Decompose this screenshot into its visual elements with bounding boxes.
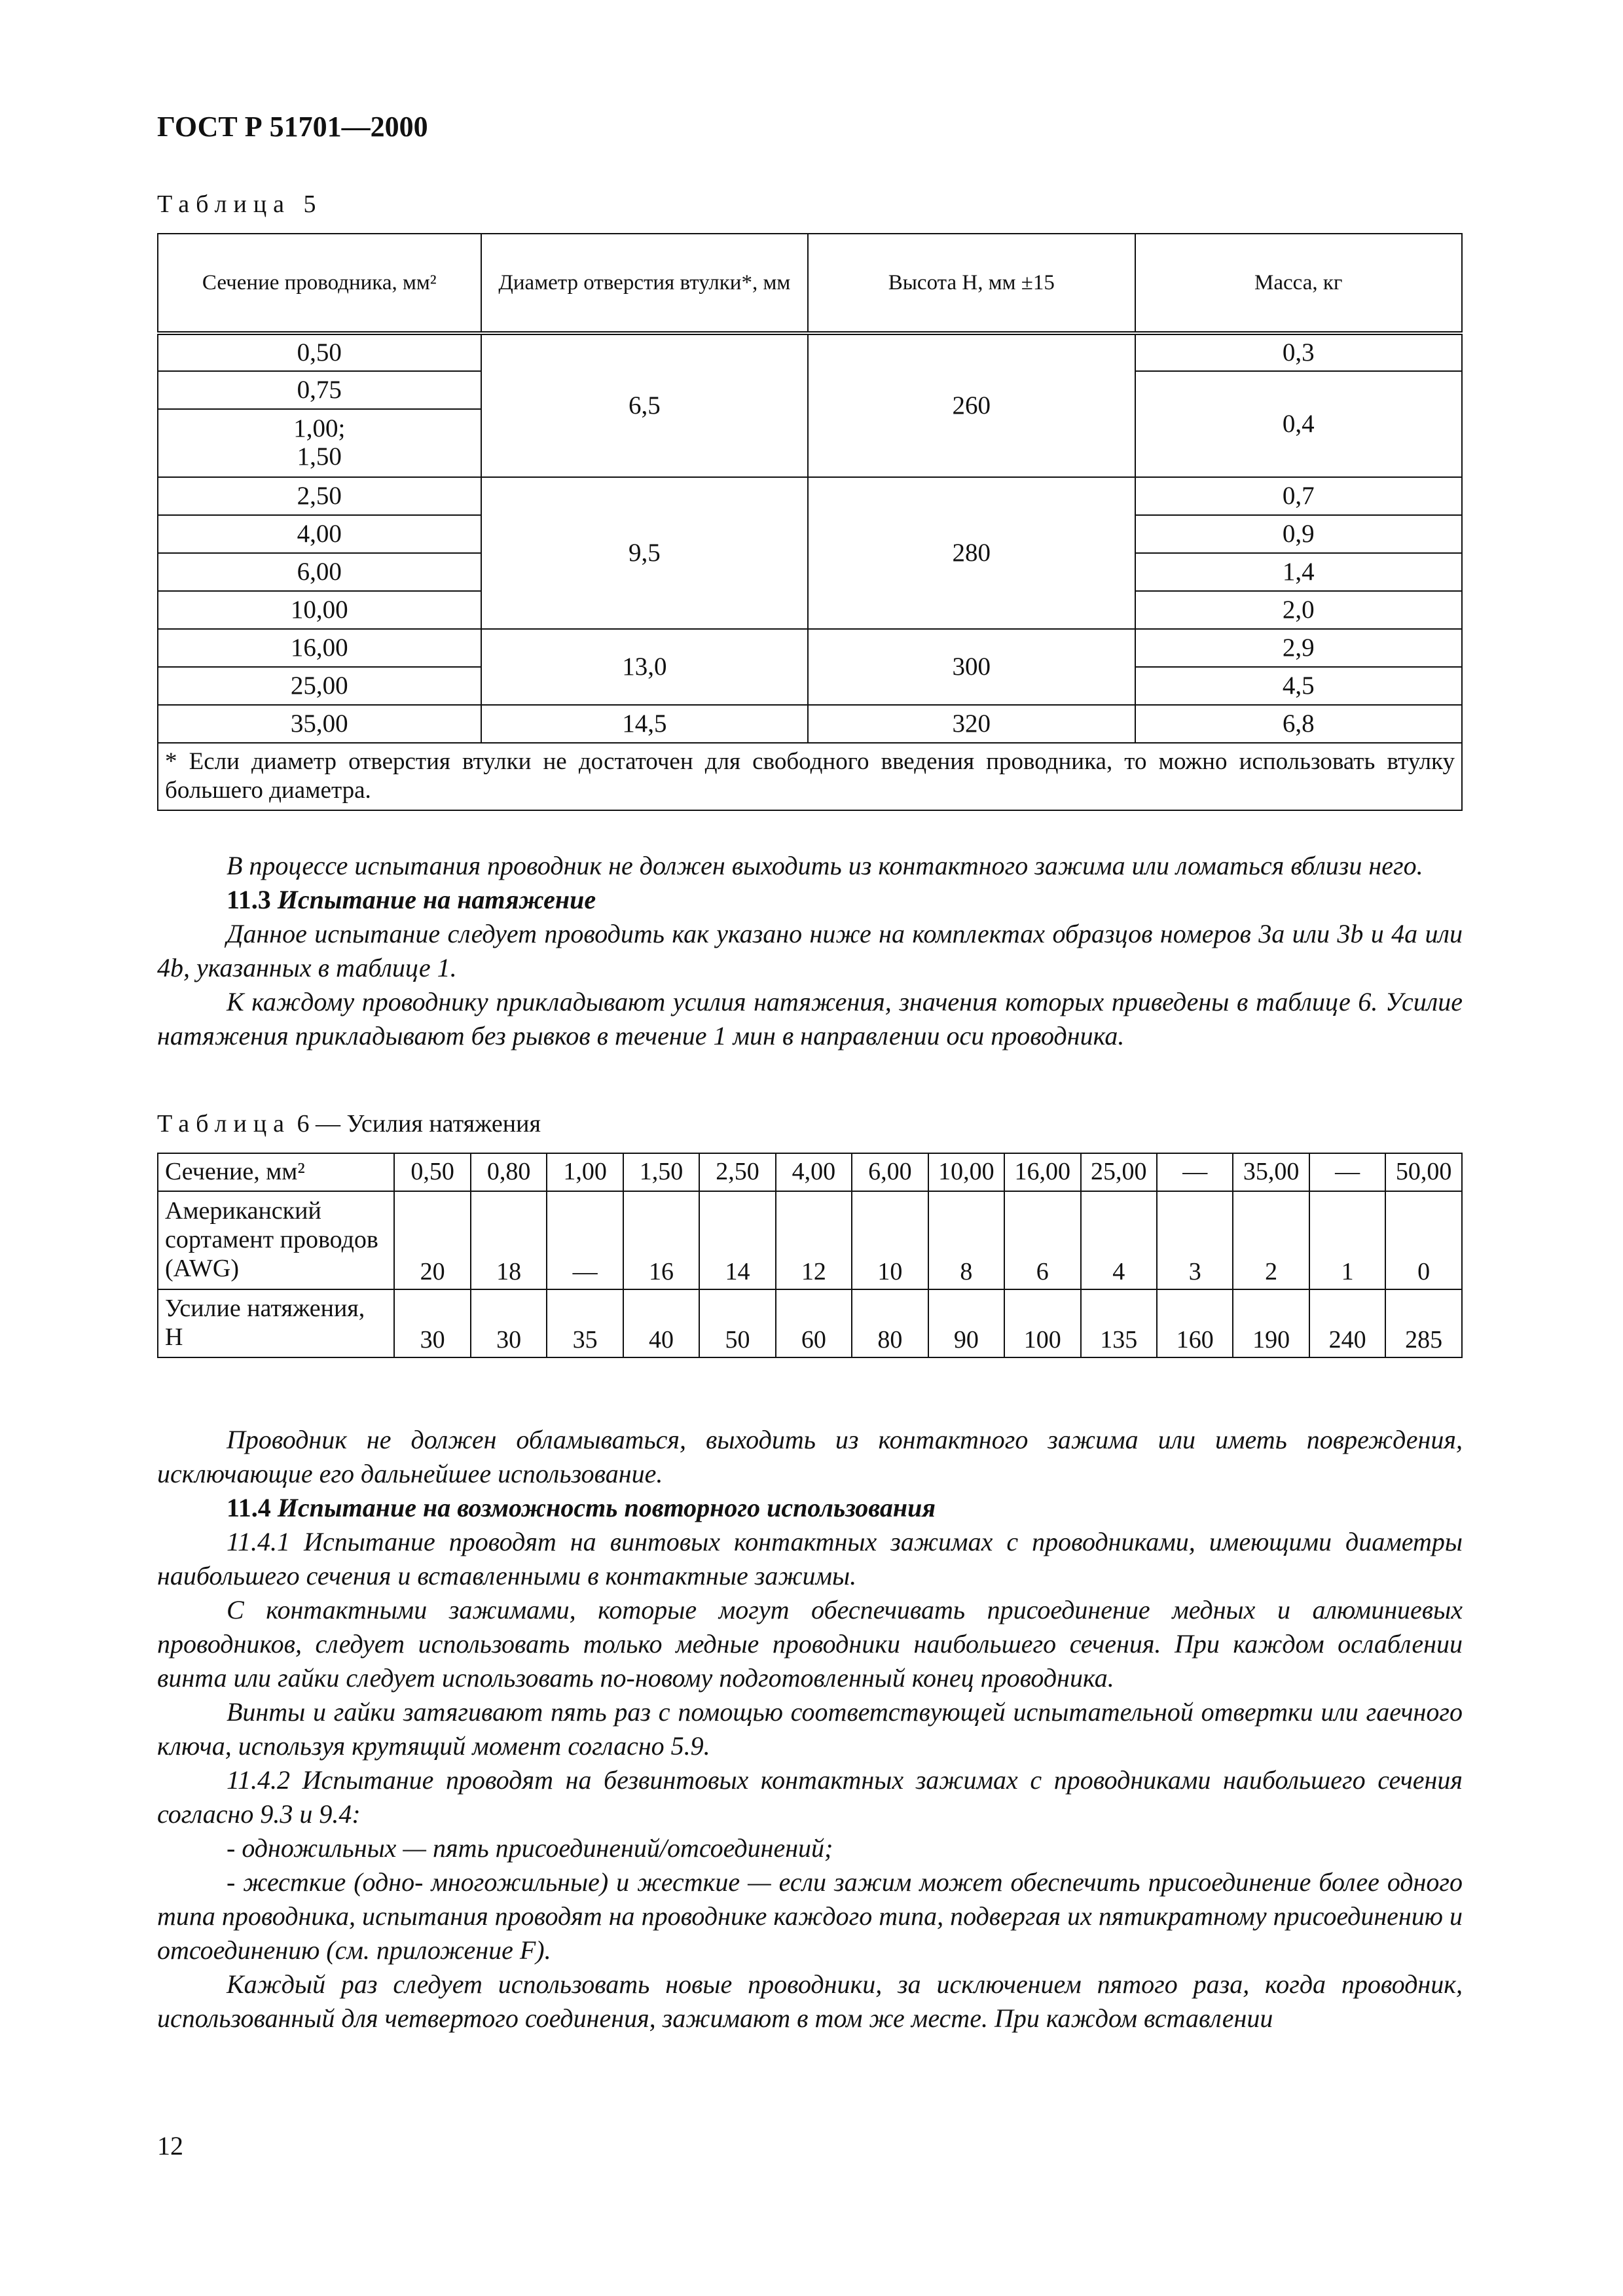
table6-cell: 20	[394, 1191, 470, 1289]
table6-cell: 10,00	[928, 1153, 1004, 1191]
paragraph: К каждому проводнику прикладывают усилия натяжения, значения которых приведены в таблице 6. Усилие натяжения прикладывают без рывков в течение 1 мин в направлении оси проводника.	[157, 987, 1463, 1050]
table6-cell: 60	[776, 1289, 852, 1357]
table6-cell: —	[547, 1191, 623, 1289]
table6-cell: 0	[1385, 1191, 1462, 1289]
table5-cell: 0,50	[158, 333, 481, 371]
page-number: 12	[157, 2131, 183, 2161]
table5-header-height: Высота H, мм ±15	[808, 234, 1135, 333]
table5-cell: 2,50	[158, 477, 481, 515]
table6-cell: 90	[928, 1289, 1004, 1357]
table6-cell: 2	[1233, 1191, 1309, 1289]
table6-cell: 2,50	[699, 1153, 775, 1191]
table6-row-label-force: Усилие натяжения, Н	[158, 1289, 394, 1357]
section-heading-11-4: 11.4 Испытание на возможность повторного использования	[227, 1493, 936, 1522]
paragraph: - одножильных — пять присоединений/отсоединений;	[227, 1833, 833, 1863]
table6-cell: 40	[623, 1289, 699, 1357]
table5-header-mass: Масса, кг	[1135, 234, 1462, 333]
paragraph: 11.4.1 Испытание проводят на винтовых контактных зажимах с проводниками, имеющими диаметры наибольшего сечения и вставленными в контактные зажимы.	[157, 1527, 1463, 1590]
table6-cell: 6,00	[852, 1153, 928, 1191]
text-block-2	[157, 1423, 1463, 2036]
table5-header-section: Сечение проводника, мм²	[158, 234, 481, 333]
table6-cell: 4,00	[776, 1153, 852, 1191]
table5-cell: 280	[808, 477, 1135, 629]
table5-cell: 0,7	[1135, 477, 1462, 515]
text-block-1	[157, 849, 1463, 1053]
table6-cell: 35,00	[1233, 1153, 1309, 1191]
table5-cell: 35,00	[158, 705, 481, 743]
table6-cell: 6	[1004, 1191, 1080, 1289]
table5-cell: 300	[808, 629, 1135, 705]
table6-cell: —	[1309, 1153, 1385, 1191]
table5-cell: 6,8	[1135, 705, 1462, 743]
table5-cell: 1,4	[1135, 553, 1462, 591]
table5-cell: 0,3	[1135, 333, 1462, 371]
paragraph: - жесткие (одно- многожильные) и жесткие — если зажим может обеспечить присоединение более одного типа проводника, испытания проводят на проводнике каждого типа, подвергая их пятикратному присоединению и отсоединению (см. приложение F).	[157, 1867, 1463, 1965]
table6-cell: 18	[471, 1191, 547, 1289]
table5-caption: Таблица 5	[157, 190, 323, 218]
table6-cell: 16,00	[1004, 1153, 1080, 1191]
table6-cell: 240	[1309, 1289, 1385, 1357]
table5-footnote: * Если диаметр отверстия втулки не достаточен для свободного введения проводника, то можно использовать втулку большего диаметра.	[158, 743, 1462, 810]
table5-cell: 9,5	[481, 477, 809, 629]
table6-cell: 80	[852, 1289, 928, 1357]
table6-cell: 30	[394, 1289, 470, 1357]
table5-cell: 4,5	[1135, 667, 1462, 705]
table6-cell: 10	[852, 1191, 928, 1289]
table5-cell: 2,0	[1135, 591, 1462, 629]
table6-cell: 35	[547, 1289, 623, 1357]
table6-cell: 50	[699, 1289, 775, 1357]
table6-cell: 1	[1309, 1191, 1385, 1289]
table5-header-diameter: Диаметр отверстия втулки*, мм	[481, 234, 809, 333]
table5-cell: 260	[808, 333, 1135, 477]
table6-cell: 1,00	[547, 1153, 623, 1191]
document-header: ГОСТ Р 51701—2000	[157, 111, 428, 143]
table6-cell: 4	[1081, 1191, 1157, 1289]
table6-cell: 50,00	[1385, 1153, 1462, 1191]
table6-cell: —	[1157, 1153, 1233, 1191]
table6-caption: Таблица 6 — Усилия натяжения	[157, 1110, 541, 1138]
table6-cell: 30	[471, 1289, 547, 1357]
table6-row-label-awg: Американский сортамент проводов (AWG)	[158, 1191, 394, 1289]
table6-cell: 12	[776, 1191, 852, 1289]
table5-cell: 10,00	[158, 591, 481, 629]
table5-cell: 4,00	[158, 515, 481, 553]
table5-cell: 13,0	[481, 629, 809, 705]
paragraph: Каждый раз следует использовать новые проводники, за исключением пятого раза, когда проводник, использованный для четвертого соединения, зажимают в том же месте. При каждом вставлении	[157, 1969, 1463, 2033]
table5-cell: 6,5	[481, 333, 809, 477]
table6-cell: 25,00	[1081, 1153, 1157, 1191]
table5-cell: 0,9	[1135, 515, 1462, 553]
table6-cell: 135	[1081, 1289, 1157, 1357]
table6-cell: 0,80	[471, 1153, 547, 1191]
table6-cell: 3	[1157, 1191, 1233, 1289]
table6-cell: 0,50	[394, 1153, 470, 1191]
table6-cell: 8	[928, 1191, 1004, 1289]
table5	[157, 233, 1463, 811]
table5-cell: 16,00	[158, 629, 481, 667]
paragraph: Проводник не должен обламываться, выходить из контактного зажима или иметь повреждения, исключающие его дальнейшее использование.	[157, 1425, 1463, 1488]
table6-row-label-section: Сечение, мм²	[158, 1153, 394, 1191]
table5-cell: 320	[808, 705, 1135, 743]
section-heading-11-3: 11.3 Испытание на натяжение	[227, 885, 596, 914]
paragraph: С контактными зажимами, которые могут обеспечивать присоединение медных и алюминиевых проводников, следует использовать только медные проводники наибольшего сечения. При каждом ослаблении винта или гайки следует использовать по-новому подготовленный конец проводника.	[157, 1595, 1463, 1693]
table6-cell: 100	[1004, 1289, 1080, 1357]
table5-cell: 1,00; 1,50	[158, 409, 481, 477]
table6-cell: 16	[623, 1191, 699, 1289]
table6-cell: 285	[1385, 1289, 1462, 1357]
table5-cell: 14,5	[481, 705, 809, 743]
table6-cell: 14	[699, 1191, 775, 1289]
table6	[157, 1153, 1463, 1358]
table5-cell: 2,9	[1135, 629, 1462, 667]
table6-cell: 1,50	[623, 1153, 699, 1191]
paragraph: 11.4.2 Испытание проводят на безвинтовых контактных зажимах с проводниками наибольшего сечения согласно 9.3 и 9.4:	[157, 1765, 1463, 1829]
table5-cell: 0,75	[158, 371, 481, 409]
paragraph: В процессе испытания проводник не должен выходить из контактного зажима или ломаться вблизи него.	[227, 851, 1423, 880]
paragraph: Данное испытание следует проводить как указано ниже на комплектах образцов номеров 3а или 3b и 4а или 4b, указанных в таблице 1.	[157, 919, 1463, 982]
table6-cell: 160	[1157, 1289, 1233, 1357]
table5-cell: 6,00	[158, 553, 481, 591]
table6-cell: 190	[1233, 1289, 1309, 1357]
paragraph: Винты и гайки затягивают пять раз с помощью соответствующей испытательной отвертки или гаечного ключа, используя крутящий момент согласно 5.9.	[157, 1697, 1463, 1761]
table5-cell: 25,00	[158, 667, 481, 705]
table5-cell: 0,4	[1135, 371, 1462, 477]
